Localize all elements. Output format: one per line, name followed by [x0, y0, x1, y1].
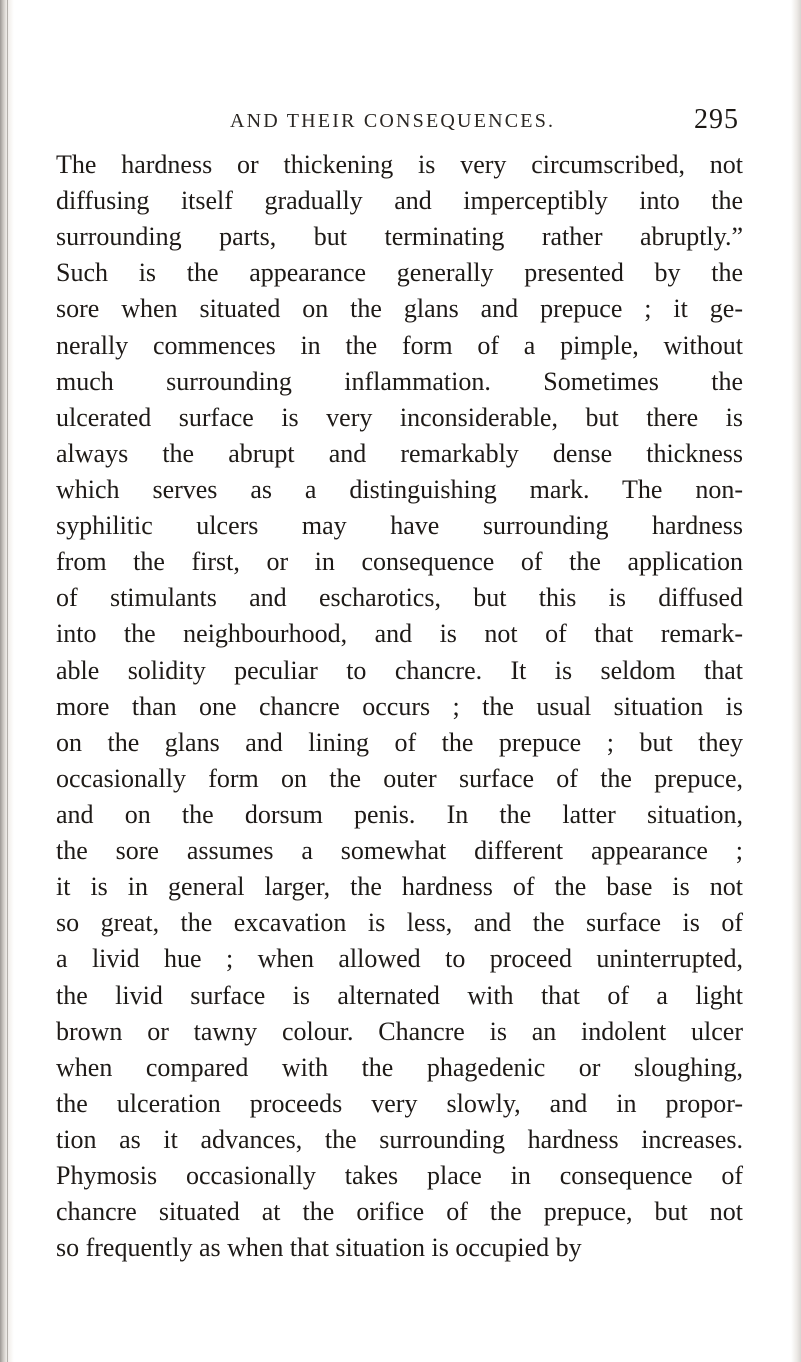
text-line: more than one chancre occurs ; the usual situation is [56, 691, 743, 721]
text-line: sore when situated on the glans and prepuce ; it ge- [56, 294, 743, 324]
text-line: which serves as a distinguishing mark. The non- [56, 474, 743, 504]
text-line: nerally commences in the form of a pimple, without [56, 330, 743, 360]
text-line: Such is the appearance generally presented by the [56, 258, 743, 288]
body-text [56, 147, 743, 1266]
text-line: the livid surface is alternated with that of a light [56, 980, 743, 1010]
text-line: it is in general larger, the hardness of the base is not [56, 872, 743, 902]
text-line: so frequently as when that situation is occupied by [56, 1233, 582, 1263]
text-line: able solidity peculiar to chancre. It is seldom that [56, 655, 743, 685]
text-line: always the abrupt and remarkably dense thickness [56, 438, 743, 468]
text-line: diffusing itself gradually and imperceptibly into the [56, 186, 743, 216]
page-header [230, 104, 739, 144]
text-line: into the neighbourhood, and is not of that remark- [56, 619, 743, 649]
text-line: on the glans and lining of the prepuce ; but they [56, 727, 743, 757]
page-edge-shadow [791, 0, 801, 1362]
text-line: ulcerated surface is very inconsiderable, but there is [56, 402, 743, 432]
text-line: much surrounding inflammation. Sometimes the [56, 366, 743, 396]
text-line: from the first, or in consequence of the application [56, 547, 743, 577]
text-line: tion as it advances, the surrounding hardness increases. [56, 1124, 743, 1154]
page-number: 295 [694, 104, 739, 135]
text-line: and on the dorsum penis. In the latter situation, [56, 799, 743, 829]
running-head: AND THEIR CONSEQUENCES. [230, 110, 556, 132]
text-line: surrounding parts, but terminating rather abruptly.” [56, 222, 743, 252]
text-line: Phymosis occasionally takes place in consequence of [56, 1161, 743, 1191]
text-line: brown or tawny colour. Chancre is an indolent ulcer [56, 1016, 743, 1046]
text-line: The hardness or thickening is very circumscribed, not [56, 150, 743, 179]
text-line: a livid hue ; when allowed to proceed uninterrupted, [56, 944, 743, 974]
text-line: of stimulants and escharotics, but this is diffused [56, 583, 743, 613]
text-line: the sore assumes a somewhat different appearance ; [56, 836, 743, 866]
text-line: so great, the excavation is less, and the surface is of [56, 908, 743, 938]
text-line: occasionally form on the outer surface of the prepuce, [56, 763, 743, 793]
text-line: the ulceration proceeds very slowly, and in propor- [56, 1088, 743, 1118]
text-line: syphilitic ulcers may have surrounding hardness [56, 511, 743, 541]
page-gutter-shadow [0, 0, 14, 1362]
text-line: chancre situated at the orifice of the prepuce, but not [56, 1197, 743, 1227]
text-line: when compared with the phagedenic or sloughing, [56, 1052, 743, 1082]
